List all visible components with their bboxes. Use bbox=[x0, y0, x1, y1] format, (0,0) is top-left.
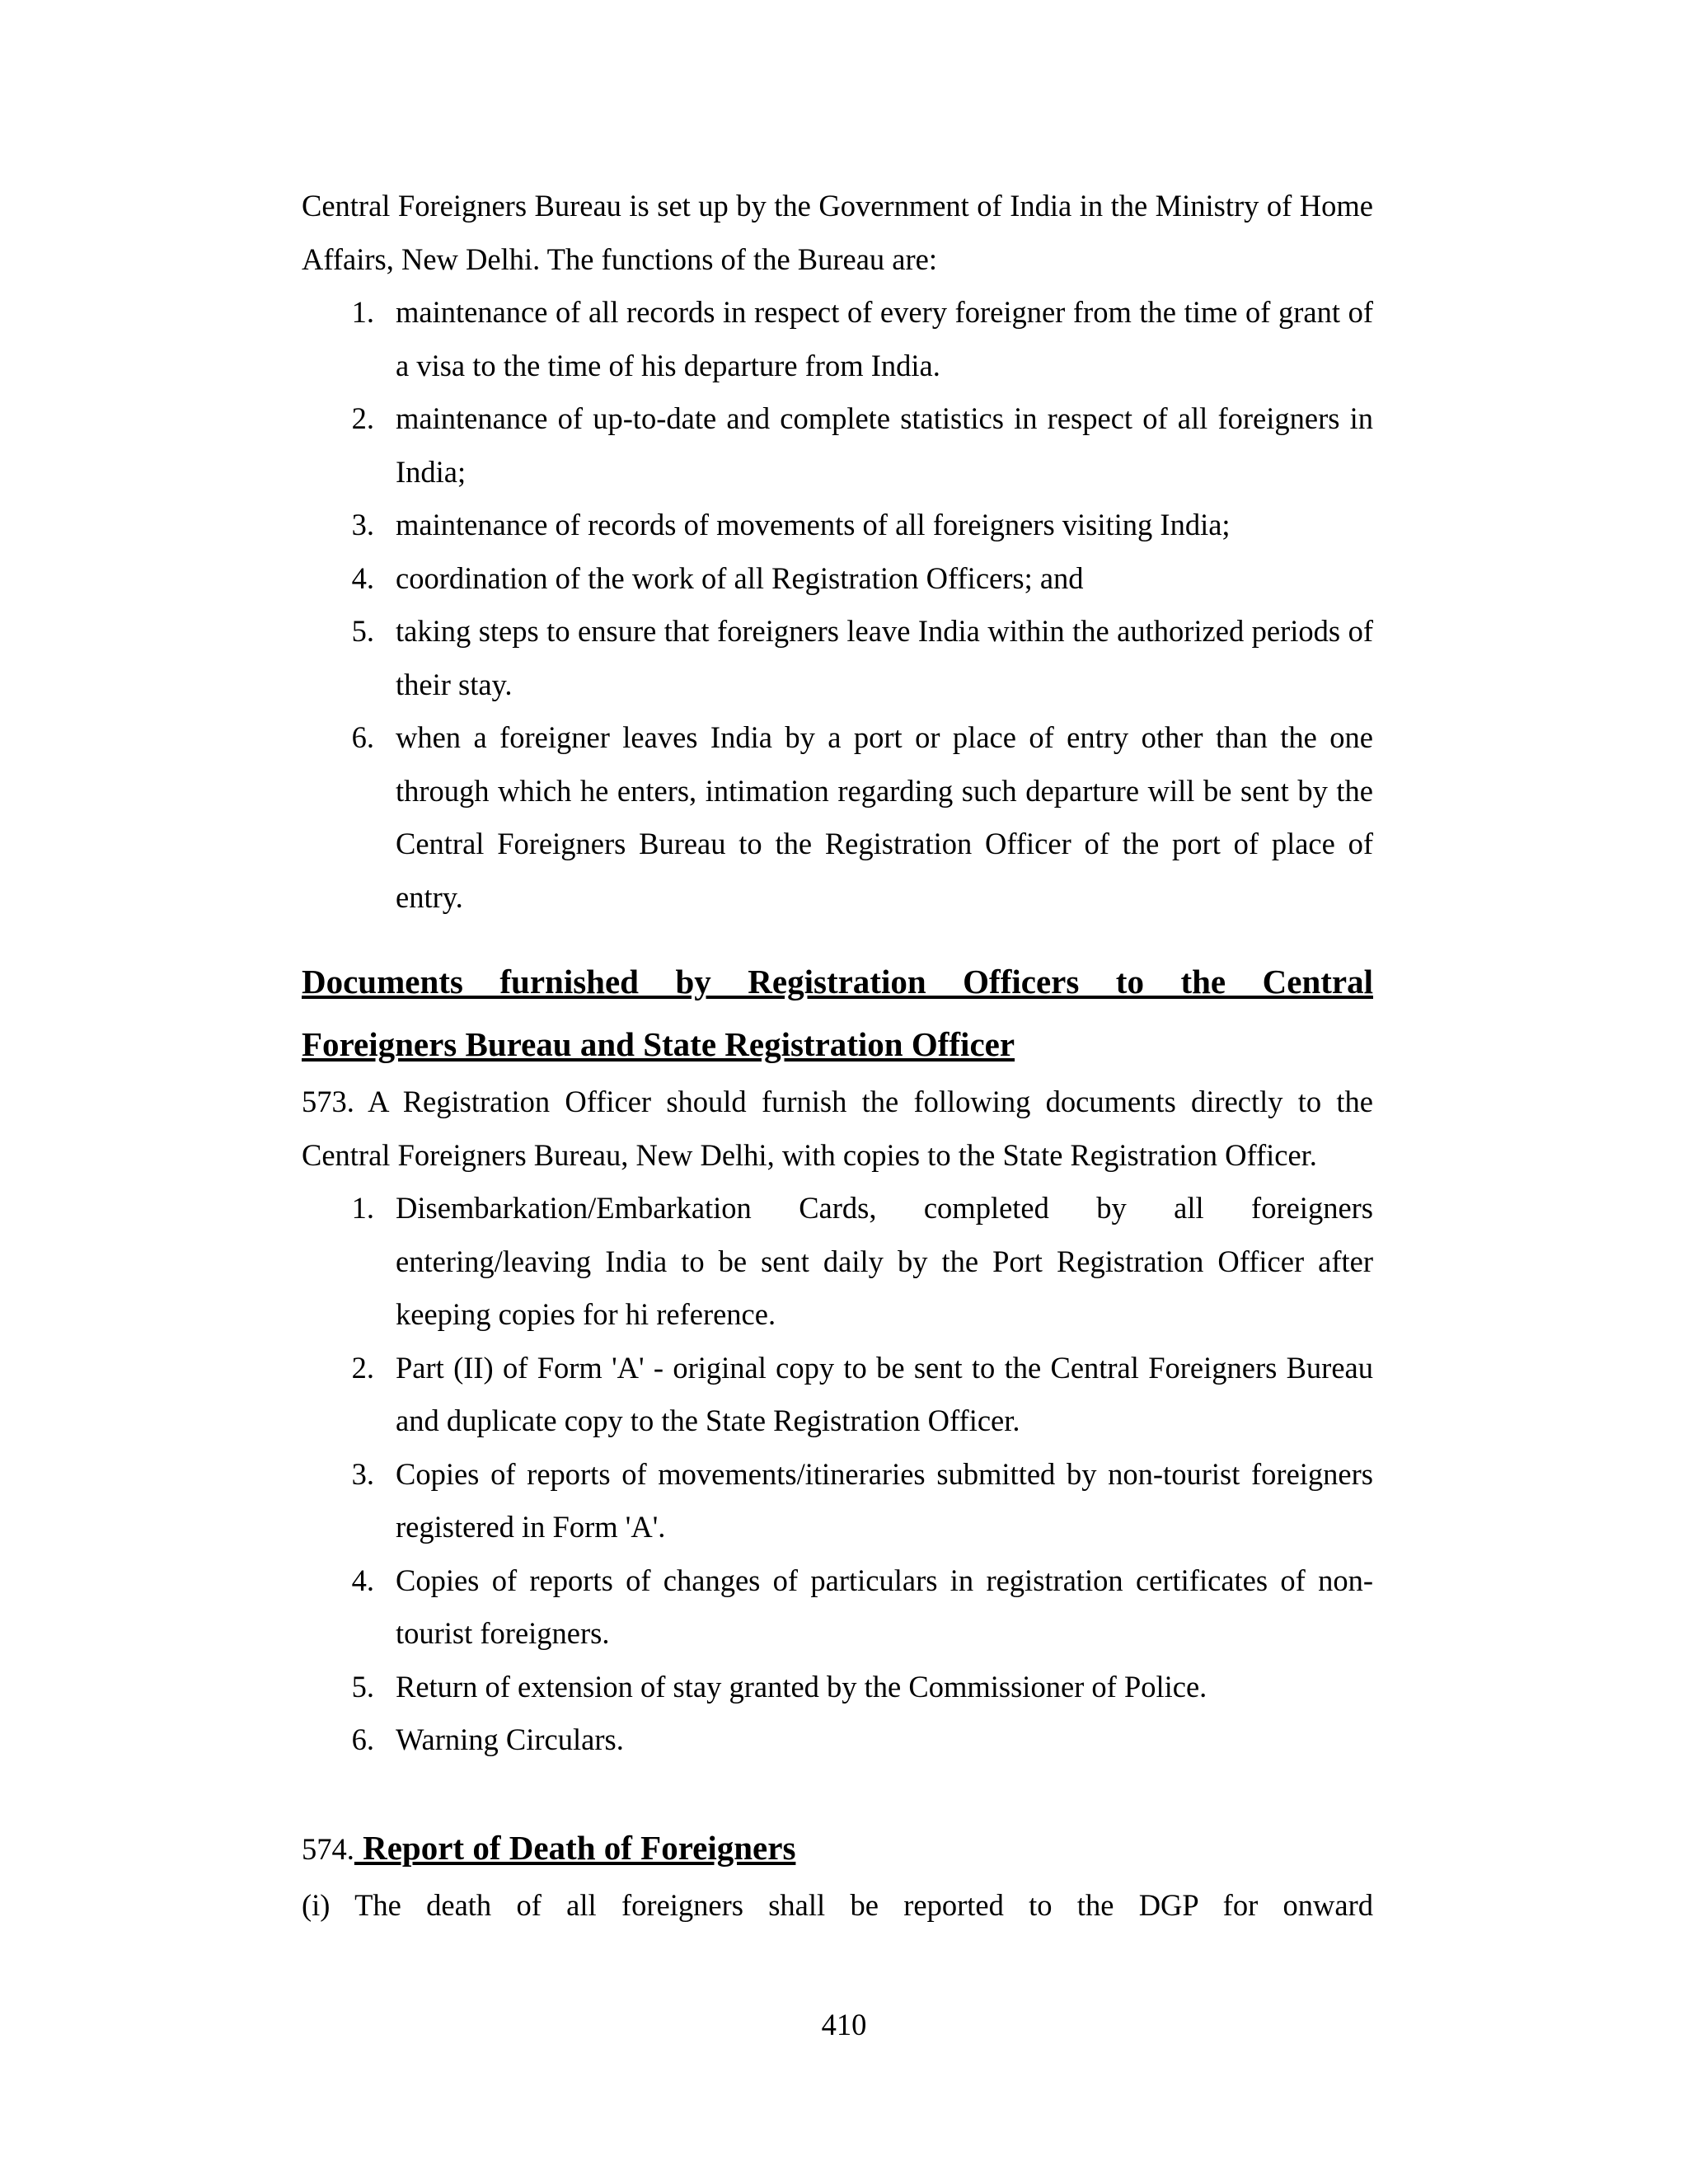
list-item-number: 2. bbox=[351, 1350, 374, 1385]
list-item-text: taking steps to ensure that foreigners leave India within the authorized periods of their stay. bbox=[396, 614, 1373, 701]
list-item bbox=[302, 286, 1373, 392]
list-item-number: 4. bbox=[351, 1563, 374, 1597]
document-page bbox=[302, 180, 1373, 1932]
page-number: 410 bbox=[821, 2008, 867, 2041]
documents-list bbox=[302, 1182, 1373, 1767]
list-item-text: Part (II) of Form 'A' - original copy to be sent to the Central Foreigners Bureau and duplicate copy to the State Registration Officer. bbox=[396, 1350, 1373, 1437]
list-item-number: 3. bbox=[351, 508, 374, 541]
list-item bbox=[302, 1661, 1373, 1714]
list-item-number: 5. bbox=[351, 1669, 374, 1704]
spacer bbox=[302, 924, 1373, 950]
list-item-number: 6. bbox=[351, 1722, 374, 1756]
section-574-heading bbox=[302, 1818, 1373, 1879]
list-item-number: 3. bbox=[351, 1456, 374, 1491]
list-item bbox=[302, 1554, 1373, 1661]
list-item bbox=[302, 1182, 1373, 1342]
list-item-number: 5. bbox=[351, 614, 374, 648]
section-573-paragraph: 573. A Registration Officer should furnish the following documents directly to the Central Foreigners Bureau, New Delhi, with copies to the State Registration Officer. bbox=[302, 1085, 1373, 1172]
list-item-text: Copies of reports of changes of particulars in registration certificates of non-tourist foreigners. bbox=[396, 1563, 1373, 1650]
bureau-functions-list bbox=[302, 286, 1373, 924]
list-item-number: 6. bbox=[351, 720, 374, 754]
section-574-number: 574. bbox=[302, 1831, 354, 1866]
intro-paragraph: Central Foreigners Bureau is set up by the Government of India in the Ministry of Home Affairs, New Delhi. The functions of the Bureau are: bbox=[302, 189, 1373, 276]
list-item-text: Return of extension of stay granted by the Commissioner of Police. bbox=[396, 1669, 1207, 1704]
list-item-text: Disembarkation/Embarkation Cards, completed by all foreigners entering/leaving India to be sent daily by the Port Registration Officer after keeping copies for hi reference. bbox=[396, 1191, 1373, 1331]
section-574-title: Report of Death of Foreigners bbox=[354, 1828, 796, 1867]
list-item-text: when a foreigner leaves India by a port or place of entry other than the one through which he enters, intimation regarding such departure will be sent by the Central Foreigners Bureau to the Registration Officer of the port of place of entry. bbox=[396, 720, 1373, 914]
list-item-number: 1. bbox=[351, 1191, 374, 1225]
section-574-paragraph: (i) The death of all foreigners shall be reported to the DGP for onward bbox=[302, 1887, 1373, 1922]
list-item bbox=[302, 605, 1373, 711]
list-item-text: Warning Circulars. bbox=[396, 1722, 624, 1756]
list-item-text: coordination of the work of all Registration Officers; and bbox=[396, 560, 1084, 595]
list-item bbox=[302, 1342, 1373, 1448]
list-item-text: Copies of reports of movements/itineraries submitted by non-tourist foreigners registered in Form 'A'. bbox=[396, 1456, 1373, 1544]
list-item bbox=[302, 1713, 1373, 1767]
spacer bbox=[302, 1767, 1373, 1818]
list-item-text: maintenance of records of movements of all foreigners visiting India; bbox=[396, 508, 1231, 541]
list-item-number: 4. bbox=[351, 560, 374, 595]
list-item bbox=[302, 552, 1373, 606]
section-573-heading-line1: Documents furnished by Registration Officers to the Central bbox=[302, 963, 1373, 1001]
list-item bbox=[302, 392, 1373, 499]
list-item-text: maintenance of all records in respect of every foreigner from the time of grant of a visa to the time of his departure from India. bbox=[396, 295, 1373, 382]
list-item-number: 2. bbox=[351, 401, 374, 435]
list-item-text: maintenance of up-to-date and complete statistics in respect of all foreigners in India; bbox=[396, 401, 1373, 489]
section-573-heading-line2: Foreigners Bureau and State Registration Officer bbox=[302, 1025, 1015, 1063]
list-item-number: 1. bbox=[351, 295, 374, 329]
list-item bbox=[302, 711, 1373, 924]
list-item bbox=[302, 1448, 1373, 1554]
list-item bbox=[302, 499, 1373, 552]
